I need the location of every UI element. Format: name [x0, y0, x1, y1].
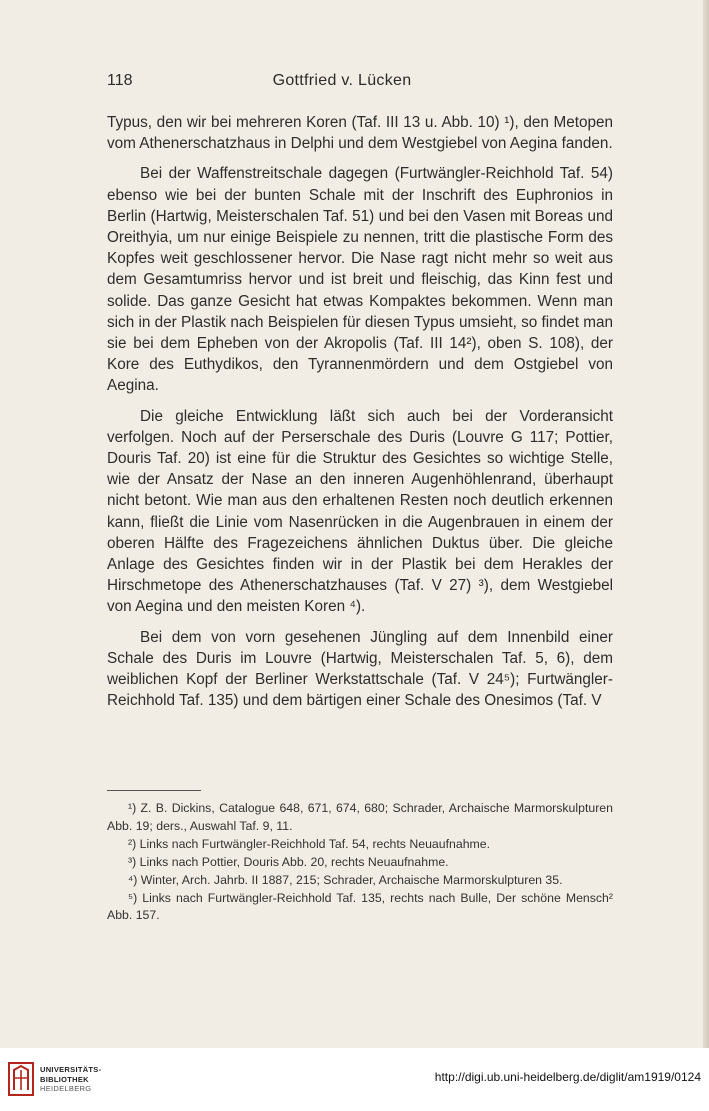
- paragraph: Bei der Waffenstreitschale dagegen (Furtwängler-Reichhold Taf. 54) ebenso wie bei der bunten Schale mit der Inschrift des Euphronios in Berlin (Hartwig, Meisterschalen Taf. 51) und bei den Vasen mit Boreas und Oreithyia, um nur einige Beispiele zu nennen, tritt die plastische Form des Kopfes weit geschlossener hervor. Die Nase ragt nicht mehr so weit aus dem Gesamtumriss hervor und ist breit und fleischig, das Kinn fest und solide. Das ganze Gesicht hat etwas Kompaktes bekommen. Wenn man sich in der Plastik nach Beispielen für diesen Typus umsieht, so findet man sie bei dem Epheben von der Akropolis (Taf. III 14²), oben S. 108), der Kore des Euthydikos, den Tyrannenmördern und dem Ostgiebel von Aegina.: [107, 165, 613, 395]
- footnote: ²) Links nach Furtwängler-Reichhold Taf. 54, rechts Neuaufnahme.: [128, 836, 491, 851]
- page-edge-shadow: [703, 0, 709, 1048]
- footnote: ³) Links nach Pottier, Douris Abb. 20, rechts Neuaufnahme.: [128, 854, 449, 869]
- body-text: [107, 112, 613, 720]
- running-head: Gottfried v. Lücken: [272, 72, 412, 89]
- footnote-divider: [107, 790, 201, 791]
- footnote: ⁵) Links nach Furtwängler-Reichhold Taf. 135, rechts nach Bulle, Der schöne Mensch² Abb. 157.: [107, 890, 613, 923]
- footnote: ¹) Z. B. Dickins, Catalogue 648, 671, 674, 680; Schrader, Archaische Marmorskulpturen Abb. 19; ders., Auswahl Taf. 9, 11.: [107, 801, 613, 833]
- permalink-url[interactable]: http://digi.ub.uni-heidelberg.de/diglit/am1919/0124: [434, 1070, 701, 1084]
- library-name-line: UNIVERSITÄTS-: [40, 1065, 102, 1074]
- library-name-line: BIBLIOTHEK: [40, 1074, 89, 1084]
- library-logo-icon[interactable]: [8, 1062, 34, 1096]
- footnotes: [107, 800, 613, 925]
- library-name-line: HEIDELBERG: [40, 1084, 92, 1093]
- paragraph: Bei dem von vorn gesehenen Jüngling auf dem Innenbild einer Schale des Duris im Louvre (Hartwig, Meisterschalen Taf. 5, 6), dem weiblichen Kopf der Berliner Werkstattschale (Taf. V 24⁵); Furtwängler-Reichhold Taf. 135) und dem bärtigen einer Schale des Onesimos (Taf. V: [107, 628, 613, 710]
- library-name[interactable]: [40, 1065, 101, 1094]
- paragraph: Typus, den wir bei mehreren Koren (Taf. III 13 u. Abb. 10) ¹), den Metopen vom Athenerschatzhaus in Delphi und dem Westgiebel von Aegina fanden.: [107, 114, 613, 153]
- paragraph: Die gleiche Entwicklung läßt sich auch bei der Vorderansicht verfolgen. Noch auf der Perserschale des Duris (Louvre G 117; Pottier, Douris Taf. 20) ist eine für die Struktur des Gesichtes so wichtige Stelle, wie der Ansatz der Nase an den inneren Augenhöhlenrand, überhaupt nicht betont. Wie man aus den erhaltenen Resten noch deutlich erkennen kann, fließt die Linie vom Nasenrücken in die Augenbrauen in einem der oberen Hälfte des Fragezeichens ähnlichen Duktus über. Die gleiche Anlage des Gesichtes finden wir in der Plastik bei dem Herakles der Hirschmetope des Athenerschatzhauses (Taf. V 27) ³), dem Westgiebel von Aegina und den meisten Koren ⁴).: [107, 407, 613, 616]
- viewer-footer: [0, 1048, 709, 1111]
- footnote: ⁴) Winter, Arch. Jahrb. II 1887, 215; Schrader, Archaische Marmorskulpturen 35.: [128, 872, 563, 887]
- page-header: [107, 72, 612, 96]
- page-number: 118: [107, 72, 133, 89]
